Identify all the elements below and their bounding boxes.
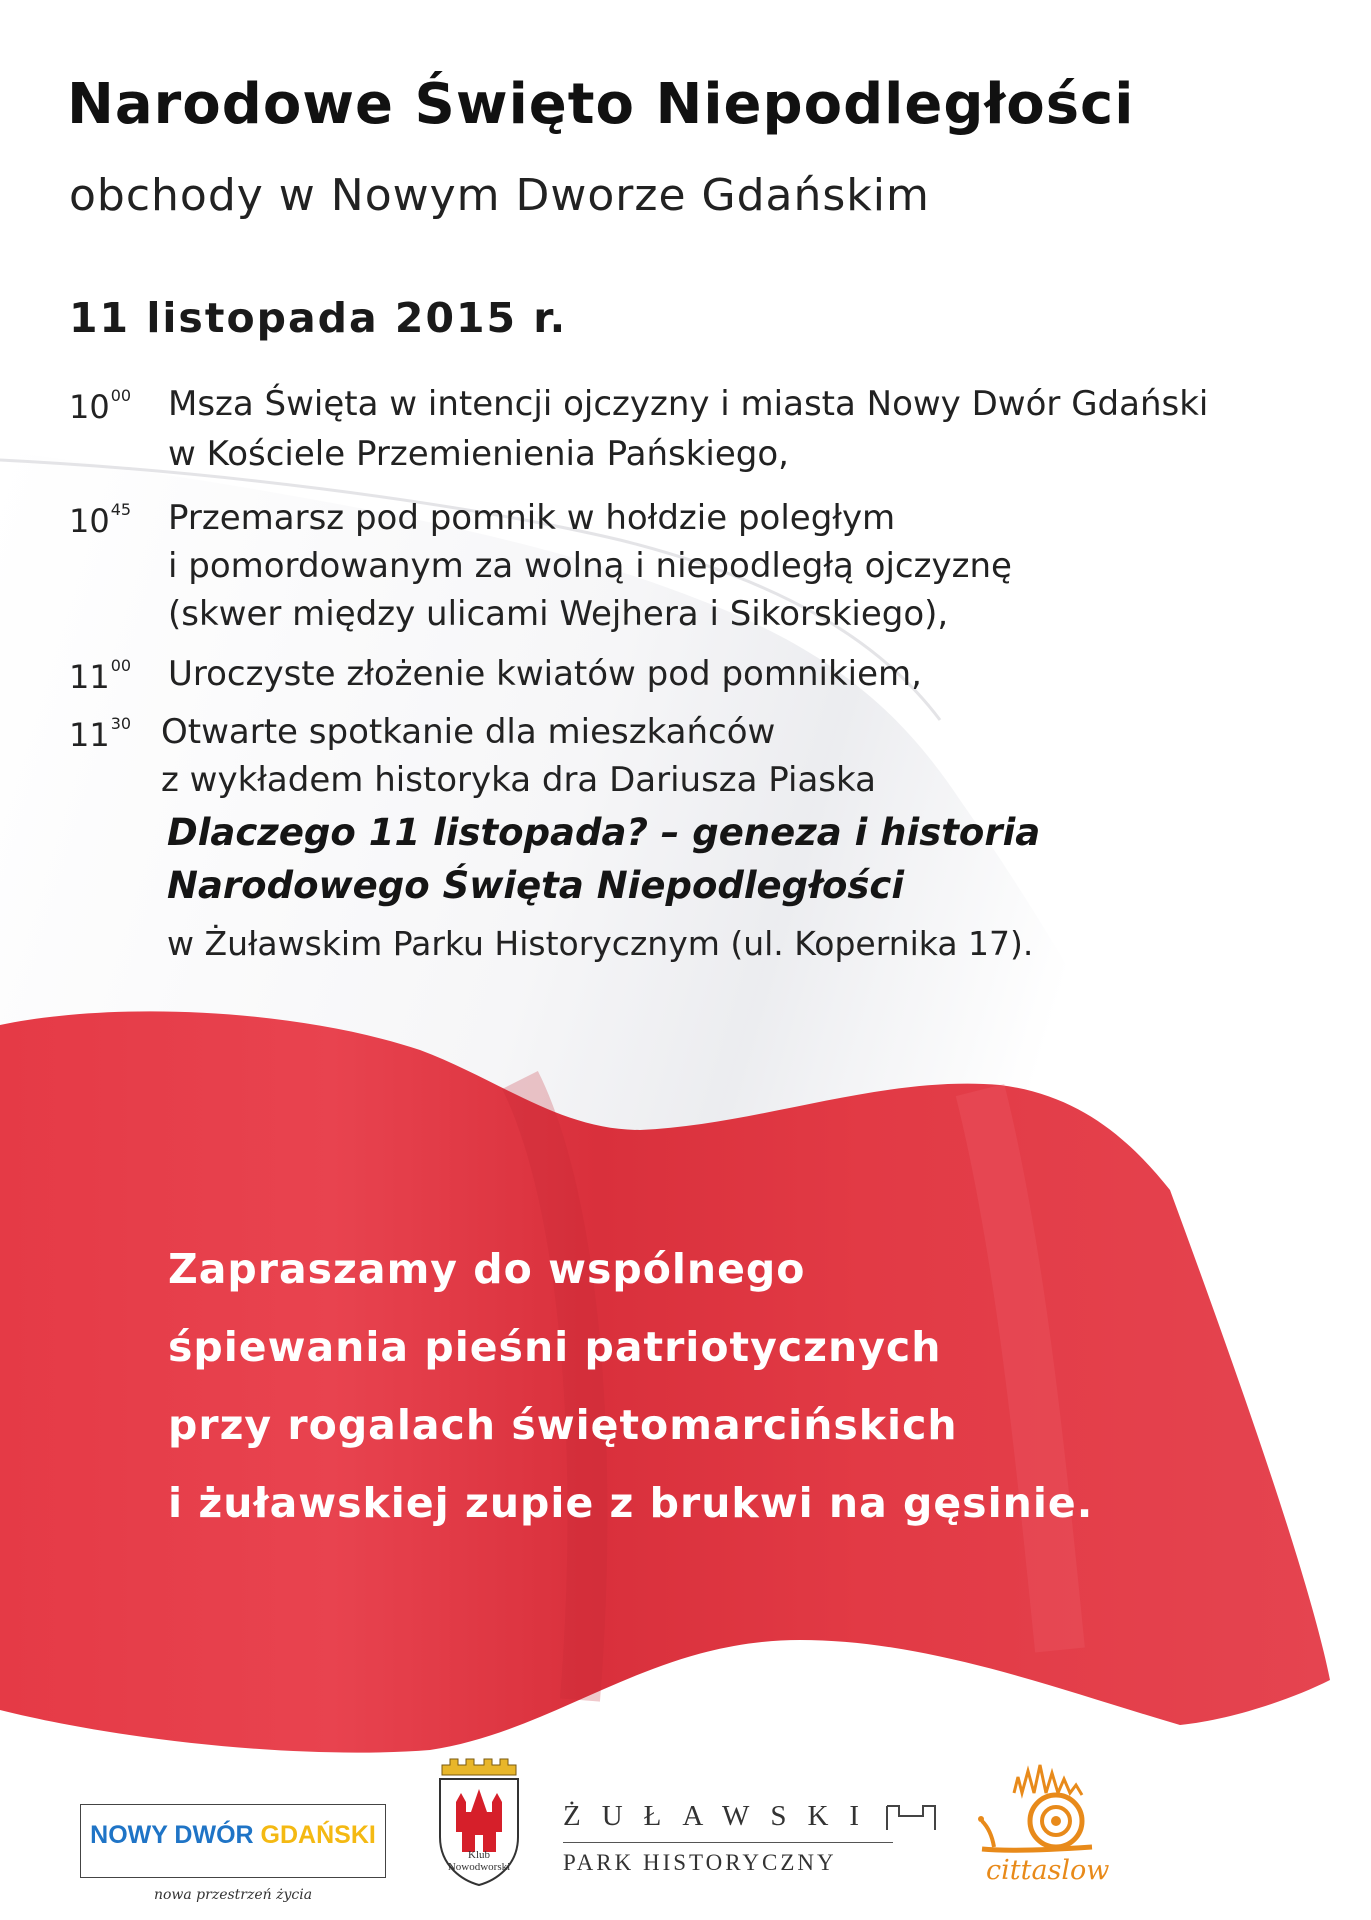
invitation-line: przy rogalach świętomarcińskich — [168, 1401, 958, 1449]
cittaslow-logo — [972, 1755, 1118, 1895]
logo-text-gdanski: GDAŃSKI — [260, 1821, 376, 1849]
lecture-title: Narodowego Święta Niepodległości — [167, 864, 905, 907]
schedule-text: Otwarte spotkanie dla mieszkańców — [161, 712, 776, 752]
schedule-text: Przemarsz pod pomnik w hołdzie poległym — [168, 498, 896, 538]
logo-text-nowy-dwor: NOWY DWÓR — [90, 1821, 254, 1849]
logo-text-cittaslow: cittaslow — [986, 1855, 1110, 1886]
nowy-dwor-gdanski-logo — [80, 1804, 386, 1903]
schedule-text: i pomordowanym za wolną i niepodległą ojczyznę — [168, 546, 1012, 586]
event-date: 11 listopada 2015 r. — [69, 294, 568, 342]
castle-outline-icon — [885, 1802, 937, 1832]
page-subtitle: obchody w Nowym Dworze Gdańskim — [69, 170, 930, 221]
schedule-time: $10^{45}$ — [69, 500, 132, 540]
schedule-text: w Kościele Przemienienia Pańskiego, — [168, 434, 789, 474]
schedule-text: (skwer między ulicami Wejhera i Sikorskiego), — [168, 594, 949, 634]
invitation-line: Zapraszamy do wspólnego — [168, 1245, 806, 1293]
schedule-text: z wykładem historyka dra Dariusza Piaska — [161, 760, 876, 800]
invitation-line: śpiewania pieśni patriotycznych — [168, 1323, 942, 1371]
invitation-text — [168, 1230, 1093, 1542]
page-title: Narodowe Święto Niepodległości — [67, 72, 1135, 137]
schedule-text: Uroczyste złożenie kwiatów pod pomnikiem, — [168, 654, 922, 694]
schedule-text: Msza Święta w intencji ojczyzny i miasta Nowy Dwór Gdański — [168, 384, 1209, 424]
event-location: w Żuławskim Parku Historycznym (ul. Kopernika 17). — [167, 924, 1034, 963]
logo-text-park-historyczny: PARK HISTORYCZNY — [563, 1850, 837, 1875]
schedule-time: $11^{30}$ — [69, 714, 132, 754]
klub-text: Klub Nowodworski — [447, 1849, 511, 1873]
lecture-title: Dlaczego 11 listopada? – geneza i historia — [167, 811, 1041, 854]
logo-text-zulawski: ŻUŁAWSKI — [563, 1800, 881, 1832]
schedule-time: $11^{00}$ — [69, 656, 132, 696]
schedule-time: $10^{00}$ — [69, 386, 132, 426]
logo-tagline: nowa przestrzeń życia — [153, 1887, 313, 1903]
divider — [563, 1842, 893, 1843]
klub-nowodworski-logo — [434, 1757, 524, 1887]
zulawski-park-historyczny-logo — [563, 1800, 943, 1880]
invitation-line: i żuławskiej zupie z brukwi na gęsinie. — [168, 1479, 1094, 1527]
snail-icon — [972, 1755, 1118, 1855]
